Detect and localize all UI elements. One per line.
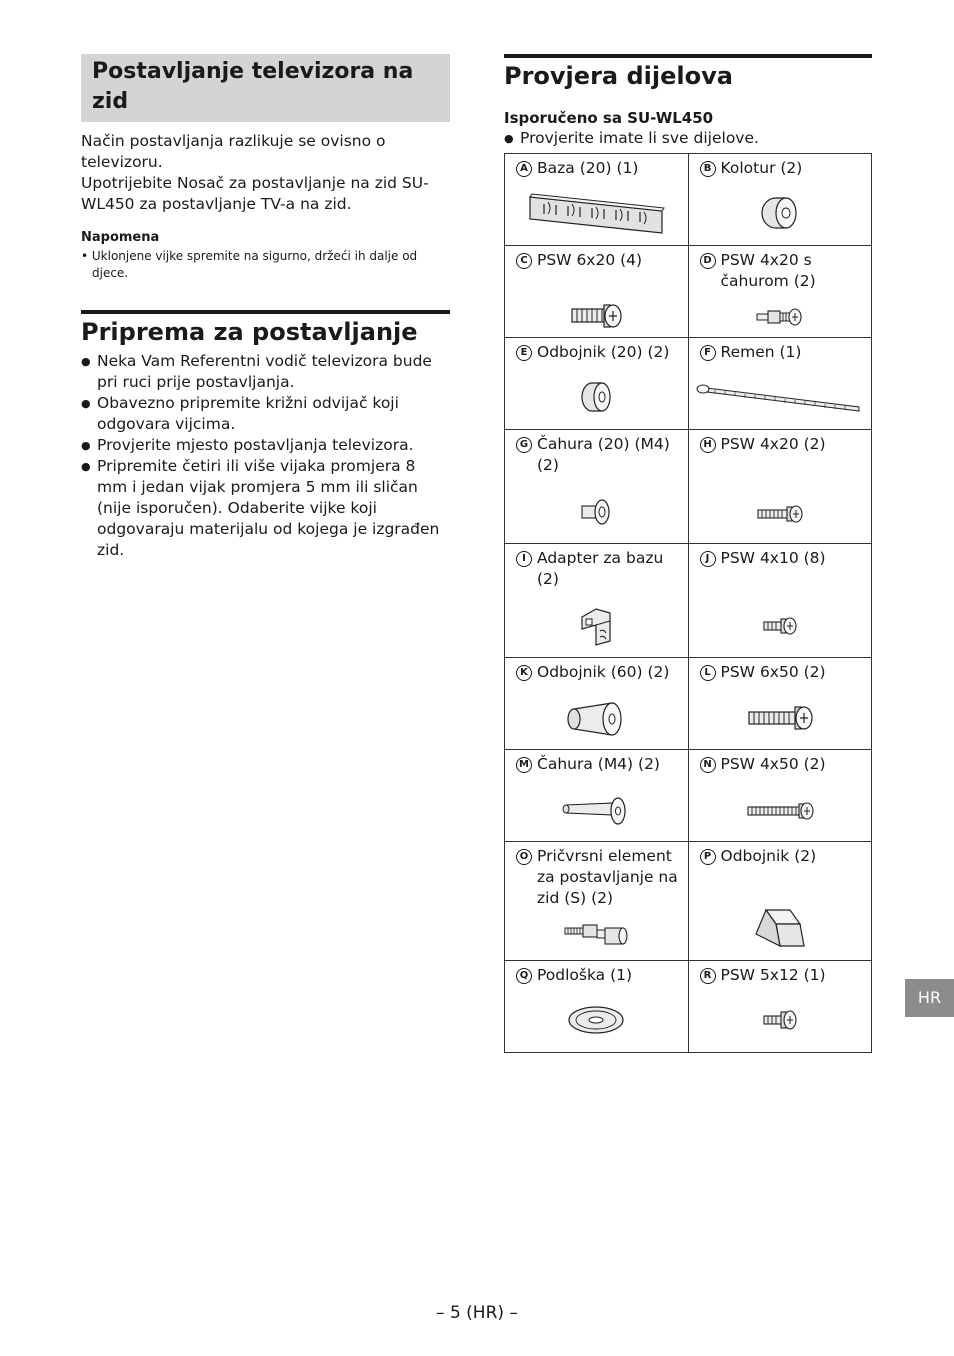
pulley-icon	[689, 193, 872, 233]
long-spacer-icon	[505, 699, 688, 739]
intro-text: Način postavljanja razlikuje se ovisno o televizoru.	[81, 132, 386, 171]
part-cell	[688, 154, 872, 246]
screw-icon	[689, 503, 872, 525]
intro-text-2: Upotrijebite Nosač za postavljanje na zid SU-WL450 za postavljanje TV-a na zid.	[81, 174, 429, 213]
part-letter: L	[700, 665, 716, 681]
base-bracket-icon	[505, 189, 688, 239]
check-text: ● Provjerite imate li sve dijelove.	[504, 128, 872, 149]
part-cell	[505, 430, 689, 544]
part-label: Kolotur (2)	[720, 159, 803, 177]
part-cell	[688, 544, 872, 658]
part-label: Odbojnik (20) (2)	[537, 343, 670, 361]
table-row	[505, 338, 872, 430]
part-letter: C	[516, 253, 532, 269]
part-letter: B	[700, 161, 716, 177]
part-label: PSW 6x20 (4)	[537, 251, 643, 269]
part-letter: K	[516, 665, 532, 681]
part-letter: A	[516, 161, 532, 177]
part-letter: H	[700, 437, 716, 453]
part-label: PSW 4x20 s čahurom (2)	[720, 251, 816, 290]
part-letter: D	[700, 253, 716, 269]
page-number: – 5 (HR) –	[436, 1303, 518, 1323]
note-title: Napomena	[81, 230, 160, 245]
part-label: Odbojnik (60) (2)	[537, 663, 670, 681]
part-cell	[505, 544, 689, 658]
part-cell	[505, 842, 689, 961]
part-letter: Q	[516, 968, 532, 984]
long-sleeve-icon	[505, 795, 688, 827]
part-label: Remen (1)	[720, 343, 802, 361]
rubber-pad-icon	[689, 906, 872, 950]
part-letter: O	[516, 849, 532, 865]
part-label: Čahura (M4) (2)	[537, 755, 660, 773]
table-row	[505, 430, 872, 544]
part-label: Adapter za bazu (2)	[537, 549, 664, 588]
part-letter: J	[700, 551, 716, 567]
screw-icon	[689, 615, 872, 637]
language-tab: HR	[905, 979, 954, 1017]
preparation-list	[81, 351, 450, 561]
part-cell	[688, 338, 872, 430]
part-cell	[505, 246, 689, 338]
base-adapter-icon	[505, 603, 688, 647]
list-item: ● Obavezno pripremite križni odvijač koji odgovara vijcima.	[81, 393, 450, 435]
part-cell	[505, 154, 689, 246]
note-text: • Uklonjene vijke spremite na sigurno, držeći ih dalje od djece.	[81, 249, 418, 280]
spacer-icon	[505, 379, 688, 415]
screw-with-sleeve-icon	[689, 305, 872, 329]
screw-icon	[689, 1008, 872, 1032]
belt-icon	[689, 381, 872, 417]
section-title-preparation: Priprema za postavljanje	[81, 310, 450, 347]
screw-icon	[689, 703, 872, 733]
sleeve-icon	[505, 497, 688, 527]
part-label: PSW 6x50 (2)	[720, 663, 826, 681]
screw-icon	[505, 301, 688, 331]
part-cell	[688, 658, 872, 750]
washer-icon	[505, 1004, 688, 1036]
section-title-parts-check: Provjera dijelova	[504, 54, 872, 91]
part-letter: G	[516, 437, 532, 453]
part-letter: E	[516, 345, 532, 361]
part-label: PSW 4x10 (8)	[720, 549, 826, 567]
table-row	[505, 750, 872, 842]
table-row	[505, 246, 872, 338]
screw-icon	[689, 799, 872, 823]
part-label: PSW 4x50 (2)	[720, 755, 826, 773]
table-row	[505, 154, 872, 246]
part-cell	[688, 430, 872, 544]
table-row	[505, 658, 872, 750]
part-letter: M	[516, 757, 532, 773]
part-cell	[505, 658, 689, 750]
part-label: Pričvrsni element za postavljanje na zid (S) (2)	[537, 847, 678, 907]
wall-fixture-icon	[505, 920, 688, 950]
part-cell	[505, 961, 689, 1053]
part-cell	[688, 750, 872, 842]
list-item: ● Pripremite četiri ili više vijaka promjera 8 mm i jedan vijak promjera 5 mm ili sličan (nije isporučen). Odaberite vijke koji odgovaraju materijalu od kojega je izgrađen zid.	[81, 456, 450, 561]
part-letter: R	[700, 968, 716, 984]
part-cell	[688, 842, 872, 961]
right-column	[504, 54, 872, 1053]
part-label: PSW 5x12 (1)	[720, 966, 826, 984]
part-cell	[505, 338, 689, 430]
section-title-wall-mounting: Postavljanje televizora na zid	[81, 54, 450, 122]
part-label: Čahura (20) (M4) (2)	[537, 435, 670, 474]
part-letter: P	[700, 849, 716, 865]
part-label: PSW 4x20 (2)	[720, 435, 826, 453]
part-label: Baza (20) (1)	[537, 159, 639, 177]
parts-table	[504, 153, 872, 1053]
left-column	[81, 54, 450, 561]
part-cell	[688, 246, 872, 338]
supplied-with-heading: Isporučeno sa SU-WL450	[504, 109, 714, 127]
part-label: Odbojnik (2)	[720, 847, 817, 865]
list-item: ● Provjerite mjesto postavljanja televizora.	[81, 435, 450, 456]
part-label: Podloška (1)	[537, 966, 633, 984]
part-letter: N	[700, 757, 716, 773]
part-letter: I	[516, 551, 532, 567]
table-row	[505, 961, 872, 1053]
list-item: ● Neka Vam Referentni vodič televizora bude pri ruci prije postavljanja.	[81, 351, 450, 393]
part-letter: F	[700, 345, 716, 361]
table-row	[505, 544, 872, 658]
table-row	[505, 842, 872, 961]
part-cell	[688, 961, 872, 1053]
part-cell	[505, 750, 689, 842]
